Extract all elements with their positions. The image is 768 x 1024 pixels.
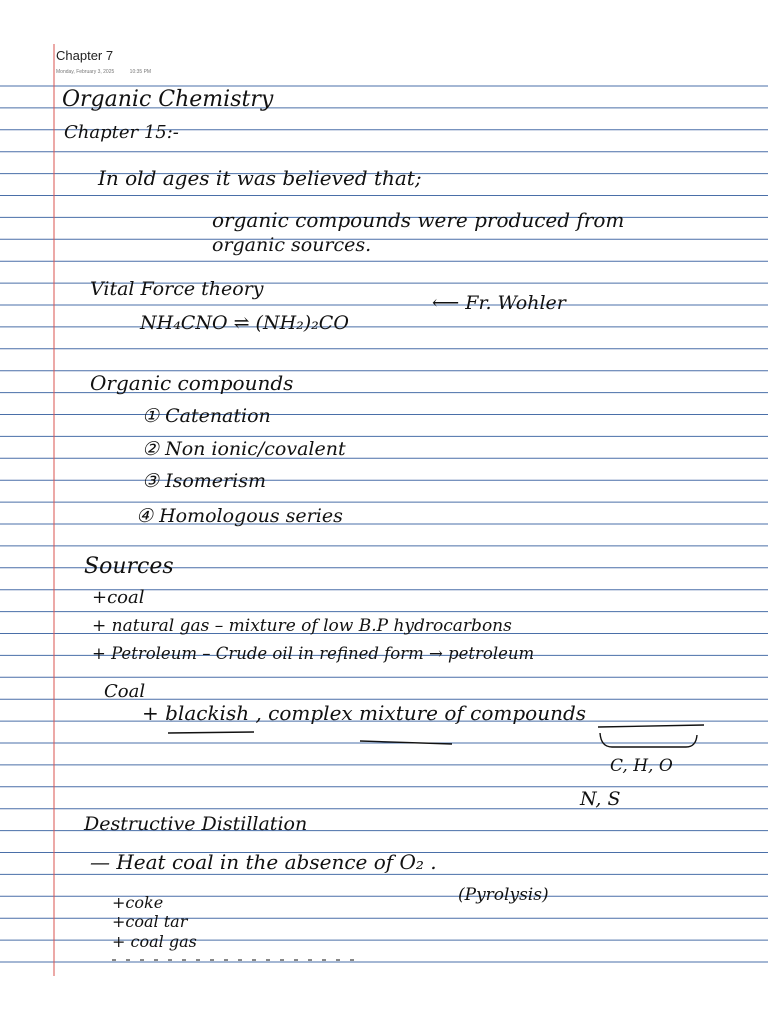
- sources-heading: Sources: [84, 554, 174, 579]
- coal-description: + blackish , complex mixture of compounds: [142, 701, 587, 725]
- pyrolysis-label: (Pyrolysis): [458, 885, 549, 905]
- oc-item-isomerism: ③ Isomerism: [142, 470, 266, 492]
- destructive-distillation-heading: Destructive Distillation: [84, 813, 308, 835]
- page-timestamp: [56, 69, 165, 75]
- oc-item-catenation: ① Catenation: [142, 405, 271, 427]
- source-natural-gas: + natural gas – mixture of low B.P hydrocarbons: [92, 616, 512, 636]
- intro-line-3: organic sources.: [212, 234, 372, 256]
- product-coal-tar: +coal tar: [112, 912, 188, 931]
- intro-line-2: organic compounds were produced from: [212, 208, 625, 232]
- coal-elements-ns: N, S: [580, 788, 621, 810]
- oc-item-covalent: ② Non ionic/covalent: [142, 438, 346, 460]
- chapter-label: Chapter 15:-: [64, 122, 179, 143]
- product-coke: +coke: [112, 893, 164, 912]
- intro-line-1: In old ages it was believed that;: [98, 166, 422, 190]
- product-coal-gas: + coal gas: [112, 932, 197, 951]
- wohler-reaction: NH₄CNO ⇌ (NH₂)₂CO: [140, 312, 349, 334]
- oc-item-homologous: ④ Homologous series: [136, 505, 343, 527]
- wohler-credit: ⟵ Fr. Wohler: [432, 292, 566, 314]
- page-title: Chapter 7: [56, 48, 114, 63]
- organic-compounds-heading: Organic compounds: [90, 371, 294, 395]
- page-date: Monday, February 3, 2025: [56, 69, 115, 75]
- coal-elements-chno: C, H, O: [610, 756, 673, 776]
- page-time: 10:35 PM: [129, 69, 152, 75]
- coal-heading: Coal: [104, 681, 146, 702]
- vital-force-theory: Vital Force theory: [90, 278, 264, 300]
- heat-coal-line: — Heat coal in the absence of O₂ .: [90, 850, 437, 874]
- heading-organic-chemistry: Organic Chemistry: [62, 87, 274, 112]
- source-coal: +coal: [92, 587, 145, 608]
- source-petroleum: + Petroleum – Crude oil in refined form → petroleum: [92, 644, 535, 663]
